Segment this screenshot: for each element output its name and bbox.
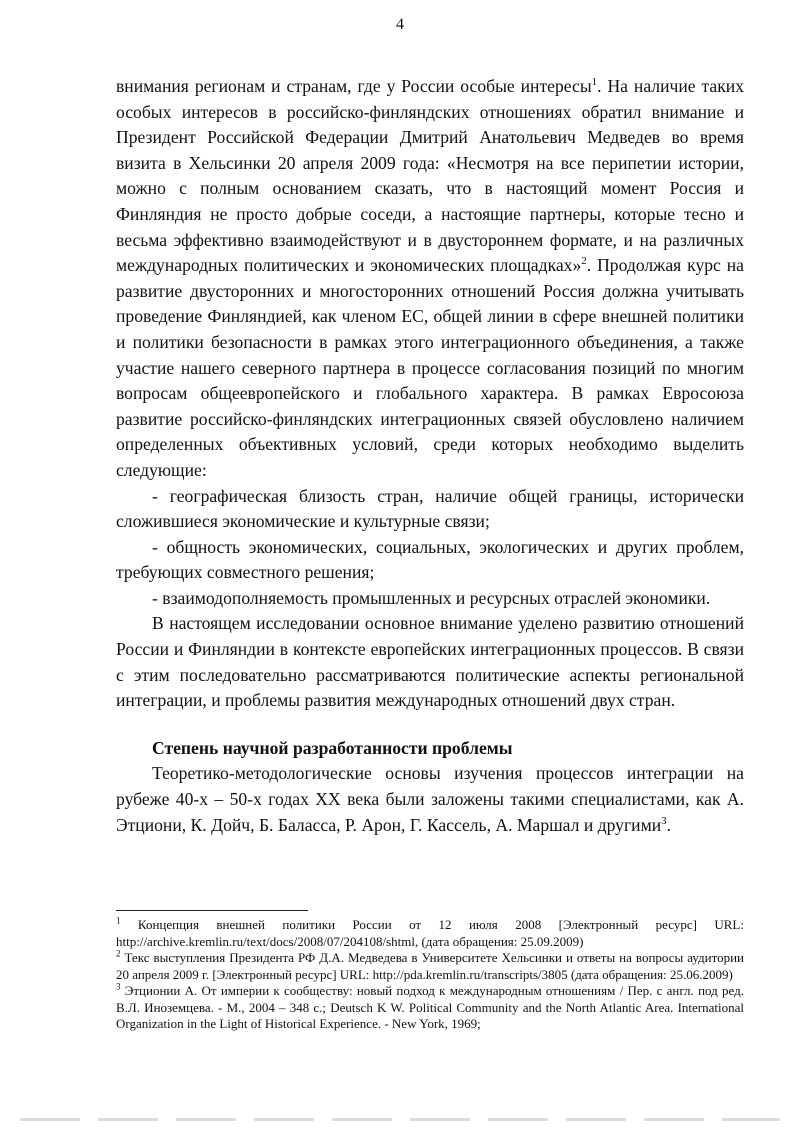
list-item-complementarity: - взаимодополняемость промышленных и ресурсных отраслей экономики. xyxy=(152,587,711,608)
paragraph-text: . На наличие таких особых интересов в российско-финляндских отношениях обратил внимание и Президент Российской Федерации Дмитрий Анатольевич Медведев во время визита в Хельсинки 20 апреля 2009 года: «Несмотря на все перипетии истории, можно с полным основанием сказать, что в настоящий момент Россия и Финляндия не просто добрые соседи, а настоящие партнеры, которые тесно и весьма эффективно взаимодействуют и в двустороннем формате, и на различных международных политических и экономических площадках» xyxy=(116,76,744,276)
scan-artifact xyxy=(20,1118,780,1121)
paragraph-intro xyxy=(116,74,744,484)
footnote-number: 3 xyxy=(116,981,121,992)
footnote-2 xyxy=(116,950,744,983)
footnote-number: 1 xyxy=(116,915,121,926)
list-item-geography: - географическая близость стран, наличие общей границы, исторически сложившиеся экономические и культурные связи; xyxy=(116,485,744,532)
paragraph-theory xyxy=(116,761,744,838)
page-number: 4 xyxy=(396,16,404,33)
footnote-text: Текс выступления Президента РФ Д.А. Медведева в Университете Хельсинки и ответы на вопросы аудитории 20 апреля 2009 г. [Электронный ресурс] URL: http://pda.kremlin.ru/transcripts/3805 (дата обращения: 25.06.2009) xyxy=(116,950,744,982)
paragraph-spacer xyxy=(116,714,744,736)
paragraph-text: внимания регионам и странам, где у России особые интересы xyxy=(116,76,592,96)
footnotes xyxy=(116,917,744,1033)
footnote-text: Этционии А. От империи к сообществу: новый подход к международным отношениям / Пер. с англ. под ред. В.Л. Иноземцева. - М., 2004 – 348 с.; Deutsch K W. Political Community and the North Atlantic Area. International Organization in the Light of Historical Experience. - New York, 1969; xyxy=(116,983,744,1031)
footnote-text: Концепция внешней политики России от 12 июля 2008 [Электронный ресурс] URL: http://archive.kremlin.ru/text/docs/2008/07/204108/shtml, (дата обращения: 25.09.2009) xyxy=(116,917,744,949)
list-item-common-problems: - общность экономических, социальных, экологических и других проблем, требующих совместного решения; xyxy=(116,536,744,583)
footnote-1 xyxy=(116,917,744,950)
footnote-divider xyxy=(116,910,308,911)
paragraph-text: . Продолжая курс на развитие двусторонних и многосторонних отношений Россия должна учитывать проведение Финляндией, как членом ЕС, общей линии в сфере внешней политики и политики безопасности в рамках этого интеграционного объединения, а также участие нашего северного партнера в процессе согласования позиций по многим вопросам общеевропейского и глобального характера. В рамках Евросоюза развитие российско-финляндских интеграционных связей обусловлено наличием определенных объективных условий, среди которых необходимо выделить следующие: xyxy=(116,255,744,480)
section-heading: Степень научной разработанности проблемы xyxy=(152,737,513,758)
footnote-ref-3[interactable]: 3 xyxy=(661,814,667,827)
paragraph-research-focus: В настоящем исследовании основное внимание уделено развитию отношений России и Финляндии в контексте европейских интеграционных процессов. В связи с этим последовательно рассматриваются политические аспекты региональной интеграции, и проблемы развития международных отношений двух стран. xyxy=(116,613,744,711)
footnote-ref-1[interactable]: 1 xyxy=(591,76,598,89)
footnote-3 xyxy=(116,983,744,1033)
paragraph-text: Теоретико-методологические основы изучения процессов интеграции на рубеже 40-х – 50-х годах XX века были заложены такими специалистами, как А. Этциони, К. Дойч, Б. Баласса, Р. Арон, Г. Кассель, А. Маршал и другими xyxy=(116,763,744,835)
footnote-number: 2 xyxy=(116,948,121,959)
main-text xyxy=(116,74,744,838)
paragraph-text: . xyxy=(666,814,672,835)
footnote-ref-2[interactable]: 2 xyxy=(581,255,587,268)
